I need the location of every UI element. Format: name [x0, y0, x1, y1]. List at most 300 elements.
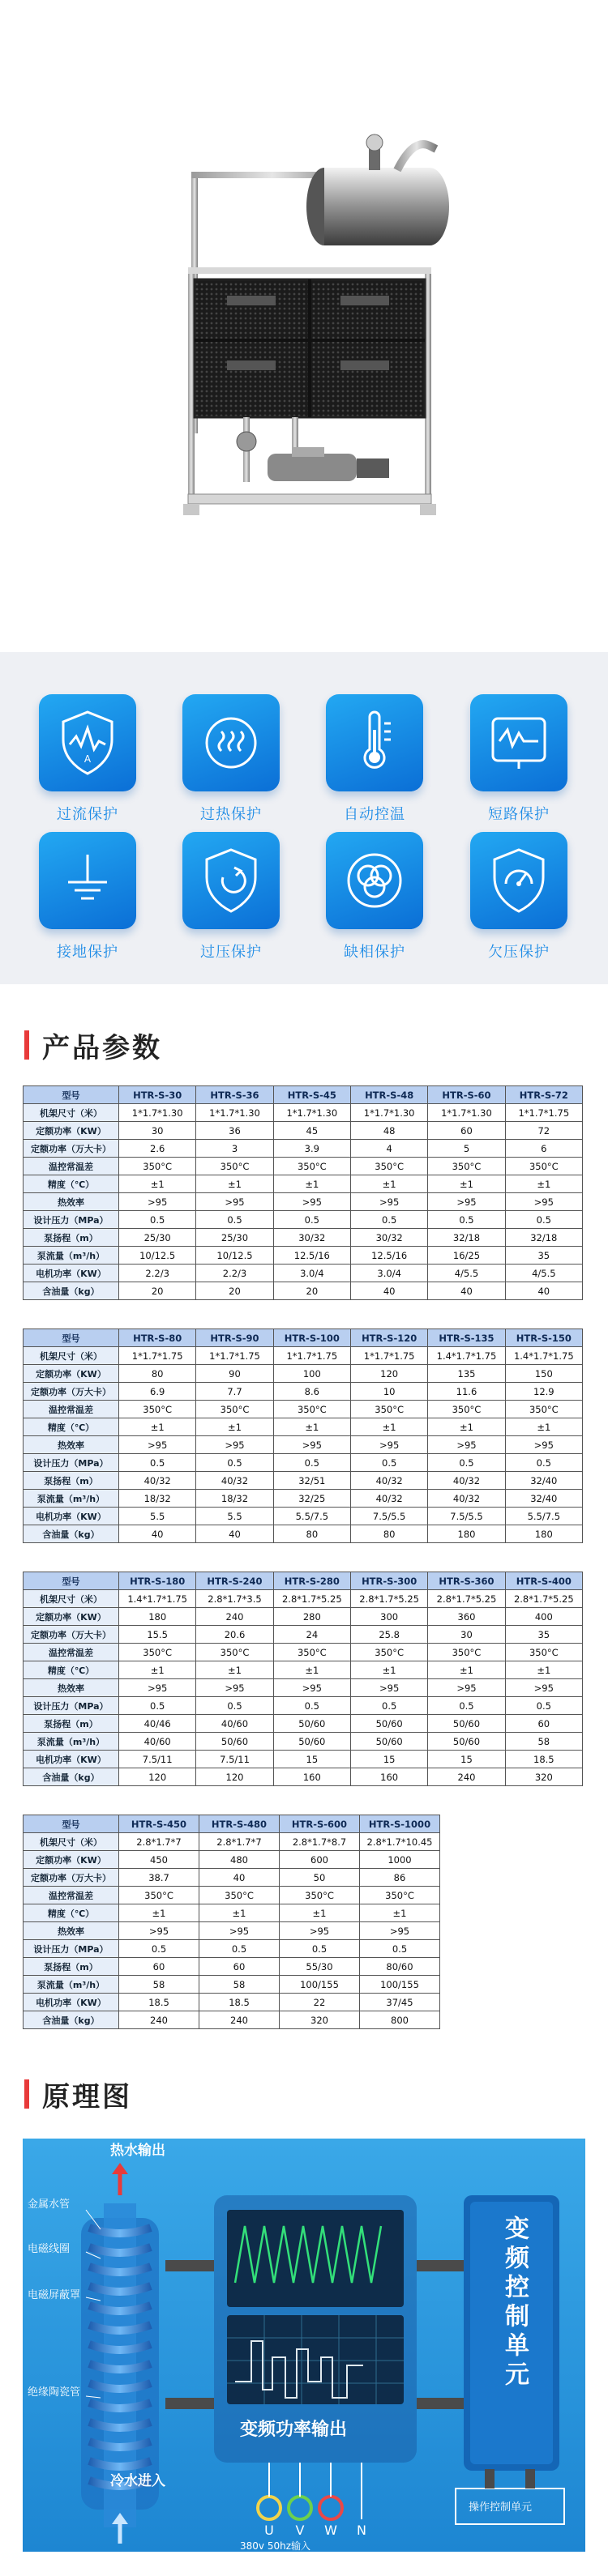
- table-cell: 58: [199, 1976, 280, 1994]
- table-cell: 60: [119, 1958, 199, 1976]
- table-cell: 32/40: [505, 1490, 582, 1508]
- table-cell: 350°C: [119, 1401, 196, 1418]
- table-cell: 5.5: [119, 1508, 196, 1525]
- table-cell: 0.5: [273, 1697, 350, 1715]
- table-cell: >95: [119, 1679, 196, 1697]
- model-header-cell: HTR-S-1000: [360, 1815, 440, 1833]
- table-cell: 3.0/4: [273, 1265, 350, 1282]
- phase-v-label: V: [295, 2523, 305, 2538]
- table-cell: 10/12.5: [196, 1247, 273, 1265]
- table-cell: ±1: [505, 1661, 582, 1679]
- model-header-cell: HTR-S-400: [505, 1572, 582, 1590]
- table-cell: 30/32: [273, 1229, 350, 1247]
- row-label: 型号: [24, 1086, 119, 1104]
- table-cell: 15: [350, 1751, 427, 1768]
- table-cell: ±1: [196, 1175, 273, 1193]
- table-cell: 240: [119, 2011, 199, 2029]
- table-cell: ±1: [280, 1904, 360, 1922]
- table-cell: 40/32: [428, 1472, 505, 1490]
- table-cell: 8.6: [273, 1383, 350, 1401]
- table-cell: ±1: [119, 1661, 196, 1679]
- table-cell: 1000: [360, 1851, 440, 1869]
- table-cell: 0.5: [428, 1454, 505, 1472]
- table-row: [24, 1193, 583, 1211]
- table-cell: 15: [428, 1751, 505, 1768]
- table-row: [24, 1715, 583, 1733]
- row-label: 设计压力（MPa）: [24, 1940, 119, 1958]
- table-cell: 400: [505, 1608, 582, 1626]
- table-cell: >95: [350, 1436, 427, 1454]
- table-cell: ±1: [350, 1175, 427, 1193]
- power-input-label: 380v 50hz输入: [240, 2540, 310, 2552]
- row-label: 含油量（kg）: [24, 1768, 119, 1786]
- table-row: [24, 1229, 583, 1247]
- table-header-row: [24, 1815, 440, 1833]
- model-header-cell: HTR-S-100: [273, 1329, 350, 1347]
- model-header-cell: HTR-S-135: [428, 1329, 505, 1347]
- table-cell: 0.5: [350, 1697, 427, 1715]
- row-label: 机架尺寸（米）: [24, 1347, 119, 1365]
- row-label: 含油量（kg）: [24, 1525, 119, 1543]
- table-cell: ±1: [196, 1661, 273, 1679]
- table-row: [24, 1994, 440, 2011]
- row-label: 泵流量（m³/h）: [24, 1976, 119, 1994]
- table-cell: 180: [428, 1525, 505, 1543]
- table-cell: 0.5: [350, 1454, 427, 1472]
- table-cell: 40/32: [350, 1472, 427, 1490]
- protection-item-overcurrent: [39, 694, 136, 824]
- table-cell: ±1: [273, 1418, 350, 1436]
- table-cell: 12.5/16: [273, 1247, 350, 1265]
- table-cell: >95: [119, 1436, 196, 1454]
- row-label: 精度（℃）: [24, 1904, 119, 1922]
- phase-loss-icon: [326, 832, 423, 929]
- table-cell: 2.6: [119, 1140, 196, 1158]
- protection-item-overheat: [182, 694, 280, 824]
- table-cell: 30/32: [350, 1229, 427, 1247]
- table-cell: 240: [196, 1608, 273, 1626]
- model-header-cell: HTR-S-480: [199, 1815, 280, 1833]
- table-cell: 18.5: [199, 1994, 280, 2011]
- principle-title: 原理图: [42, 2080, 132, 2113]
- table-cell: >95: [119, 1922, 199, 1940]
- table-cell: 35: [505, 1626, 582, 1644]
- table-cell: >95: [350, 1193, 427, 1211]
- table-row: [24, 1436, 583, 1454]
- spec-table-1: [23, 1085, 583, 1300]
- table-cell: 40/60: [196, 1715, 273, 1733]
- table-cell: 350°C: [196, 1158, 273, 1175]
- table-cell: 2.8*1.7*5.25: [428, 1590, 505, 1608]
- table-cell: 30: [119, 1122, 196, 1140]
- table-cell: 40: [199, 1869, 280, 1887]
- table-cell: 40: [196, 1525, 273, 1543]
- table-cell: 0.5: [273, 1454, 350, 1472]
- table-cell: 36: [196, 1122, 273, 1140]
- table-cell: 32/51: [273, 1472, 350, 1490]
- table-cell: 120: [196, 1768, 273, 1786]
- table-cell: 60: [199, 1958, 280, 1976]
- model-header-cell: HTR-S-600: [280, 1815, 360, 1833]
- table-cell: >95: [428, 1193, 505, 1211]
- table-cell: ±1: [119, 1175, 196, 1193]
- table-cell: >95: [273, 1679, 350, 1697]
- table-cell: 32/40: [505, 1472, 582, 1490]
- row-label: 温控常温差: [24, 1158, 119, 1175]
- table-row: [24, 1247, 583, 1265]
- table-cell: 350°C: [119, 1887, 199, 1904]
- principle-diagram: [23, 2139, 585, 2552]
- table-cell: 0.5: [350, 1211, 427, 1229]
- table-row: [24, 1383, 583, 1401]
- table-cell: 350°C: [505, 1644, 582, 1661]
- table-cell: ±1: [350, 1661, 427, 1679]
- table-cell: 35: [505, 1247, 582, 1265]
- table-cell: 0.5: [196, 1697, 273, 1715]
- table-row: [24, 1922, 440, 1940]
- table-cell: 1*1.7*1.75: [350, 1347, 427, 1365]
- table-cell: 32/18: [505, 1229, 582, 1247]
- table-cell: ±1: [119, 1418, 196, 1436]
- table-cell: 4/5.5: [505, 1265, 582, 1282]
- model-header-cell: HTR-S-80: [119, 1329, 196, 1347]
- row-label: 定额功率（KW）: [24, 1851, 119, 1869]
- table-cell: 1*1.7*1.30: [350, 1104, 427, 1122]
- table-cell: 2.8*1.7*7: [119, 1833, 199, 1851]
- table-cell: 350°C: [428, 1401, 505, 1418]
- phase-u-label: U: [264, 2523, 274, 2538]
- table-cell: 0.5: [280, 1940, 360, 1958]
- table-cell: 32/25: [273, 1490, 350, 1508]
- protection-item-short-circuit: [470, 694, 567, 824]
- row-label: 机架尺寸（米）: [24, 1590, 119, 1608]
- phase-w-label: W: [324, 2523, 337, 2538]
- table-cell: 135: [428, 1365, 505, 1383]
- table-cell: 1.4*1.7*1.75: [428, 1347, 505, 1365]
- protection-features: [0, 652, 608, 984]
- row-label: 电机功率（KW）: [24, 1994, 119, 2011]
- table-row: [24, 1768, 583, 1786]
- table-cell: 7.5/11: [119, 1751, 196, 1768]
- undervoltage-icon: [470, 832, 567, 929]
- table-cell: 6.9: [119, 1383, 196, 1401]
- row-label: 泵流量（m³/h）: [24, 1490, 119, 1508]
- table-cell: 0.5: [196, 1454, 273, 1472]
- table-row: [24, 1490, 583, 1508]
- product-hero-image: [0, 0, 608, 652]
- table-cell: 2.8*1.7*5.25: [273, 1590, 350, 1608]
- table-cell: 350°C: [428, 1644, 505, 1661]
- table-cell: 0.5: [428, 1211, 505, 1229]
- model-header-cell: HTR-S-360: [428, 1572, 505, 1590]
- table-cell: ±1: [119, 1904, 199, 1922]
- table-cell: 40: [350, 1282, 427, 1300]
- row-label: 泵流量（m³/h）: [24, 1733, 119, 1751]
- table-cell: ±1: [273, 1661, 350, 1679]
- table-cell: 0.5: [196, 1211, 273, 1229]
- table-row: [24, 1869, 440, 1887]
- table-cell: 2.2/3: [196, 1265, 273, 1282]
- table-cell: 18/32: [196, 1490, 273, 1508]
- table-cell: 2.8*1.7*8.7: [280, 1833, 360, 1851]
- row-label: 设计压力（MPa）: [24, 1211, 119, 1229]
- row-label: 泵扬程（m）: [24, 1715, 119, 1733]
- table-row: [24, 1940, 440, 1958]
- table-cell: 50/60: [350, 1715, 427, 1733]
- protection-item-auto-temp: [326, 694, 423, 824]
- protection-label: 过压保护: [200, 944, 262, 961]
- table-cell: 7.5/11: [196, 1751, 273, 1768]
- table-cell: 72: [505, 1122, 582, 1140]
- row-label: 精度（℃）: [24, 1175, 119, 1193]
- table-cell: >95: [350, 1679, 427, 1697]
- model-header-cell: HTR-S-90: [196, 1329, 273, 1347]
- table-cell: 480: [199, 1851, 280, 1869]
- row-label: 定额功率（万大卡）: [24, 1383, 119, 1401]
- row-label: 热效率: [24, 1436, 119, 1454]
- table-cell: 1*1.7*1.30: [196, 1104, 273, 1122]
- table-cell: 20.6: [196, 1626, 273, 1644]
- table-row: [24, 1833, 440, 1851]
- table-cell: >95: [280, 1922, 360, 1940]
- row-label: 泵流量（m³/h）: [24, 1247, 119, 1265]
- table-row: [24, 1122, 583, 1140]
- row-label: 热效率: [24, 1679, 119, 1697]
- table-row: [24, 1904, 440, 1922]
- table-cell: 0.5: [119, 1940, 199, 1958]
- row-label: 定额功率（KW）: [24, 1122, 119, 1140]
- table-cell: ±1: [350, 1418, 427, 1436]
- table-cell: 20: [196, 1282, 273, 1300]
- table-cell: 32/18: [428, 1229, 505, 1247]
- table-cell: >95: [428, 1679, 505, 1697]
- table-row: [24, 1401, 583, 1418]
- model-header-cell: HTR-S-36: [196, 1086, 273, 1104]
- row-label: 温控常温差: [24, 1887, 119, 1904]
- table-row: [24, 1347, 583, 1365]
- model-header-cell: HTR-S-280: [273, 1572, 350, 1590]
- table-cell: 40: [428, 1282, 505, 1300]
- table-cell: 180: [119, 1608, 196, 1626]
- overcurrent-icon: [39, 694, 136, 791]
- table-cell: 0.5: [505, 1697, 582, 1715]
- table-cell: 1*1.7*1.75: [505, 1104, 582, 1122]
- table-cell: 18/32: [119, 1490, 196, 1508]
- table-cell: 16/25: [428, 1247, 505, 1265]
- row-label: 定额功率（万大卡）: [24, 1626, 119, 1644]
- table-cell: 3: [196, 1140, 273, 1158]
- table-cell: 25.8: [350, 1626, 427, 1644]
- table-cell: 10: [350, 1383, 427, 1401]
- table-row: [24, 1661, 583, 1679]
- table-cell: 2.8*1.7*3.5: [196, 1590, 273, 1608]
- row-label: 含油量（kg）: [24, 2011, 119, 2029]
- table-row: [24, 1679, 583, 1697]
- table-cell: 0.5: [273, 1211, 350, 1229]
- model-header-cell: HTR-S-240: [196, 1572, 273, 1590]
- table-cell: 6: [505, 1140, 582, 1158]
- table-cell: ±1: [505, 1418, 582, 1436]
- table-cell: 40/60: [119, 1733, 196, 1751]
- principle-heading: [24, 2078, 132, 2113]
- table-cell: 350°C: [280, 1887, 360, 1904]
- table-row: [24, 1175, 583, 1193]
- table-cell: 50/60: [428, 1733, 505, 1751]
- model-header-cell: HTR-S-180: [119, 1572, 196, 1590]
- table-cell: 1.4*1.7*1.75: [119, 1590, 196, 1608]
- table-cell: 160: [273, 1768, 350, 1786]
- table-cell: >95: [199, 1922, 280, 1940]
- table-cell: 0.5: [360, 1940, 440, 1958]
- table-cell: 60: [428, 1122, 505, 1140]
- table-cell: 360: [428, 1608, 505, 1626]
- table-cell: 25/30: [119, 1229, 196, 1247]
- table-cell: 40/46: [119, 1715, 196, 1733]
- table-cell: >95: [119, 1193, 196, 1211]
- table-row: [24, 1976, 440, 1994]
- short-circuit-icon: [470, 694, 567, 791]
- table-row: [24, 1472, 583, 1490]
- row-label: 定额功率（万大卡）: [24, 1140, 119, 1158]
- table-row: [24, 1608, 583, 1626]
- table-cell: 2.8*1.7*10.45: [360, 1833, 440, 1851]
- row-label: 泵扬程（m）: [24, 1229, 119, 1247]
- table-row: [24, 1697, 583, 1715]
- table-row: [24, 1211, 583, 1229]
- table-cell: 350°C: [428, 1158, 505, 1175]
- row-label: 电机功率（KW）: [24, 1265, 119, 1282]
- table-cell: 18.5: [505, 1751, 582, 1768]
- metal-pipe-label: 金属水管: [28, 2199, 71, 2211]
- table-cell: 40/32: [350, 1490, 427, 1508]
- table-row: [24, 2011, 440, 2029]
- table-row: [24, 1626, 583, 1644]
- table-cell: 24: [273, 1626, 350, 1644]
- table-cell: ±1: [360, 1904, 440, 1922]
- row-label: 温控常温差: [24, 1401, 119, 1418]
- table-cell: 320: [505, 1768, 582, 1786]
- table-cell: >95: [505, 1436, 582, 1454]
- operation-control-unit-label: 操作控制单元: [469, 2501, 533, 2514]
- table-cell: >95: [360, 1922, 440, 1940]
- table-cell: 37/45: [360, 1994, 440, 2011]
- table-cell: >95: [273, 1193, 350, 1211]
- table-row: [24, 1365, 583, 1383]
- model-header-cell: HTR-S-60: [428, 1086, 505, 1104]
- table-cell: 7.7: [196, 1383, 273, 1401]
- table-cell: 40: [119, 1525, 196, 1543]
- row-label: 温控常温差: [24, 1644, 119, 1661]
- table-cell: 2.8*1.7*7: [199, 1833, 280, 1851]
- table-cell: >95: [505, 1679, 582, 1697]
- table-cell: 350°C: [196, 1644, 273, 1661]
- table-cell: 450: [119, 1851, 199, 1869]
- row-label: 热效率: [24, 1193, 119, 1211]
- overheat-icon: [182, 694, 280, 791]
- table-cell: 5.5: [196, 1508, 273, 1525]
- row-label: 型号: [24, 1815, 119, 1833]
- table-cell: ±1: [199, 1904, 280, 1922]
- table-header-row: [24, 1329, 583, 1347]
- table-cell: 350°C: [273, 1401, 350, 1418]
- row-label: 定额功率（万大卡）: [24, 1869, 119, 1887]
- table-cell: ±1: [428, 1175, 505, 1193]
- table-cell: 350°C: [119, 1158, 196, 1175]
- row-label: 泵扬程（m）: [24, 1472, 119, 1490]
- row-label: 定额功率（KW）: [24, 1608, 119, 1626]
- table-cell: 350°C: [273, 1158, 350, 1175]
- table-cell: >95: [196, 1193, 273, 1211]
- table-cell: >95: [196, 1679, 273, 1697]
- table-cell: 1*1.7*1.75: [196, 1347, 273, 1365]
- table-cell: 90: [196, 1365, 273, 1383]
- row-label: 泵扬程（m）: [24, 1958, 119, 1976]
- table-cell: 150: [505, 1365, 582, 1383]
- table-cell: 50/60: [350, 1733, 427, 1751]
- row-label: 精度（℃）: [24, 1418, 119, 1436]
- table-cell: ±1: [428, 1418, 505, 1436]
- table-cell: 38.7: [119, 1869, 199, 1887]
- table-cell: 12.9: [505, 1383, 582, 1401]
- table-cell: 240: [428, 1768, 505, 1786]
- table-cell: 7.5/5.5: [428, 1508, 505, 1525]
- protection-label: 过热保护: [200, 806, 262, 823]
- vf-control-unit-label: 变频控制单元: [500, 2216, 529, 2390]
- protection-label: 缺相保护: [344, 944, 405, 961]
- phase-n-label: N: [357, 2523, 366, 2538]
- table-cell: 45: [273, 1122, 350, 1140]
- table-cell: 30: [428, 1626, 505, 1644]
- table-cell: 2.8*1.7*5.25: [505, 1590, 582, 1608]
- table-cell: >95: [505, 1193, 582, 1211]
- protection-label: 短路保护: [488, 806, 550, 823]
- coil-label: 电磁线圈: [28, 2243, 71, 2255]
- row-label: 电机功率（KW）: [24, 1508, 119, 1525]
- table-cell: 80: [273, 1525, 350, 1543]
- table-cell: 40/32: [196, 1472, 273, 1490]
- table-cell: 0.5: [505, 1454, 582, 1472]
- table-header-row: [24, 1086, 583, 1104]
- table-row: [24, 1887, 440, 1904]
- table-cell: 350°C: [196, 1401, 273, 1418]
- table-cell: 3.0/4: [350, 1265, 427, 1282]
- row-label: 型号: [24, 1572, 119, 1590]
- protection-item-overvoltage: [182, 832, 280, 962]
- table-row: [24, 1644, 583, 1661]
- table-cell: 55/30: [280, 1958, 360, 1976]
- row-label: 设计压力（MPa）: [24, 1697, 119, 1715]
- ceramic-tube-label: 绝缘陶瓷管: [28, 2386, 81, 2399]
- protection-item-undervoltage: [470, 832, 567, 962]
- table-cell: >95: [273, 1436, 350, 1454]
- table-cell: 120: [119, 1768, 196, 1786]
- model-header-cell: HTR-S-120: [350, 1329, 427, 1347]
- spec-table-3: [23, 1572, 583, 1786]
- table-cell: >95: [428, 1436, 505, 1454]
- spec-table-2: [23, 1329, 583, 1543]
- model-header-cell: HTR-S-45: [273, 1086, 350, 1104]
- table-cell: 60: [505, 1715, 582, 1733]
- table-row: [24, 1282, 583, 1300]
- table-cell: 240: [199, 2011, 280, 2029]
- table-cell: 350°C: [350, 1401, 427, 1418]
- params-heading: [24, 1029, 162, 1064]
- table-cell: ±1: [196, 1418, 273, 1436]
- heading-accent-bar: [24, 2079, 29, 2109]
- table-cell: 80/60: [360, 1958, 440, 1976]
- row-label: 机架尺寸（米）: [24, 1104, 119, 1122]
- table-cell: 350°C: [360, 1887, 440, 1904]
